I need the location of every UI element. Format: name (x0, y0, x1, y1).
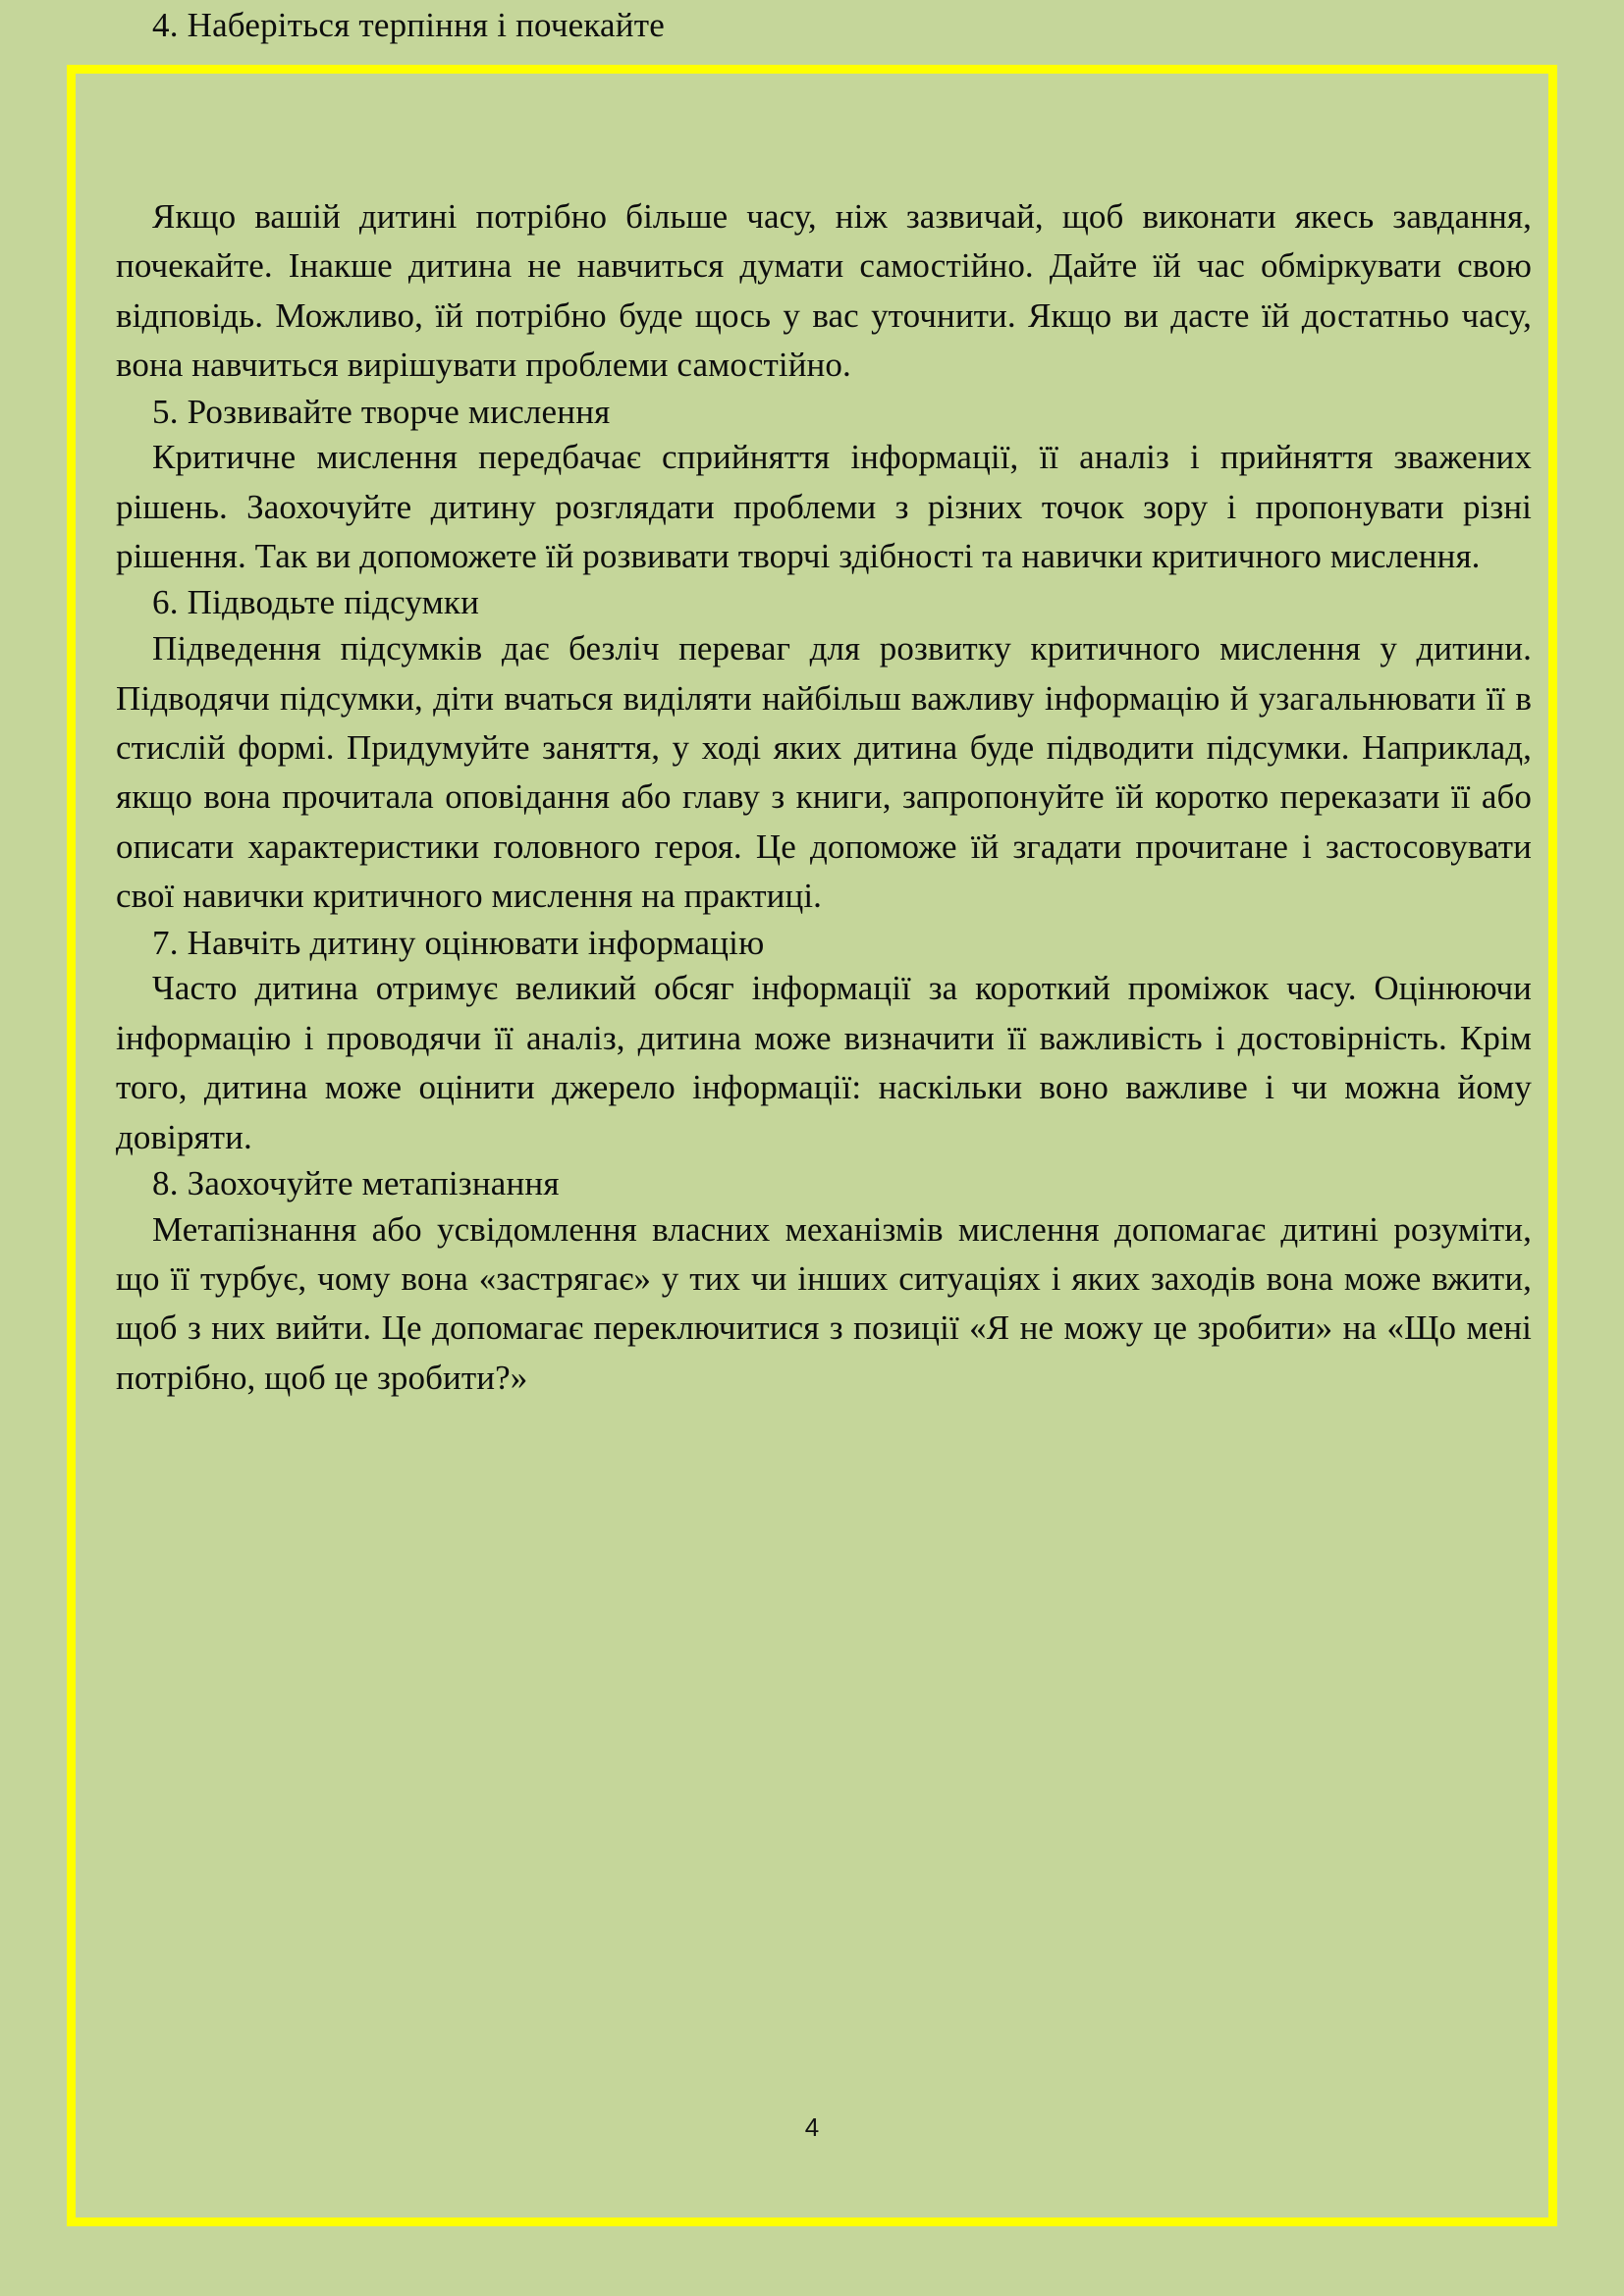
clipped-top-heading: 4. Наберіться терпіння і почекайте (152, 6, 665, 44)
section-heading-5: 5. Розвивайте творче мислення (152, 392, 611, 431)
paragraph: Метапізнання або усвідомлення власних механізмів мислення допомагає дитині розуміти, що її турбує, чому вона «застрягає» у тих чи інших ситуаціях і яких заходів вона може вжити, щоб з них вийти. Це допомагає переключитися з позиції «Я не можу це зробити» на «Що мені потрібно, щоб це зробити?» (116, 1209, 1532, 1397)
paragraph: Підведення підсумків дає безліч переваг для розвитку критичного мислення у дитини. Підводячи підсумки, діти вчаться виділяти найбільш важливу інформацію й узагальнювати її в стислій формі. Придумуйте заняття, у ході яких дитина буде підводити підсумки. Наприклад, якщо вона прочитала оповідання або главу з книги, запропонуйте їй коротко переказати її або описати характеристики головного героя. Це допоможе їй згадати прочитане і застосовувати свої навички критичного мислення на практиці. (116, 629, 1532, 916)
section-heading-8: 8. Заохочуйте метапізнання (152, 1163, 560, 1202)
page-number: 4 (804, 2112, 820, 2142)
paragraph: Часто дитина отримує великий обсяг інформації за короткий проміжок часу. Оцінюючи інформацію і проводячи її аналіз, дитина може визначити її важливість і достовірність. Крім того, дитина може оцінити джерело інформації: наскільки воно важливе і чи можна йому довіряти. (116, 969, 1532, 1156)
section-heading-7: 7. Навчіть дитину оцінювати інформацію (152, 923, 765, 962)
paragraph: Якщо вашій дитині потрібно більше часу, ніж зазвичай, щоб виконати якесь завдання, почекайте. Інакше дитина не навчиться думати самостійно. Дайте їй час обміркувати свою відповідь. Можливо, їй потрібно буде щось у вас уточнити. Якщо ви дасте їй достатньо часу, вона навчиться вирішувати проблеми самостійно. (116, 197, 1532, 385)
section-heading-6: 6. Підводьте підсумки (152, 583, 480, 622)
document-body (116, 192, 1532, 1403)
paragraph: Критичне мислення передбачає сприйняття інформації, її аналіз і прийняття зважених рішень. Заохочуйте дитину розглядати проблеми з різних точок зору і пропонувати різні рішення. Так ви допоможете їй розвивати творчі здібності та навички критичного мислення. (116, 438, 1532, 576)
